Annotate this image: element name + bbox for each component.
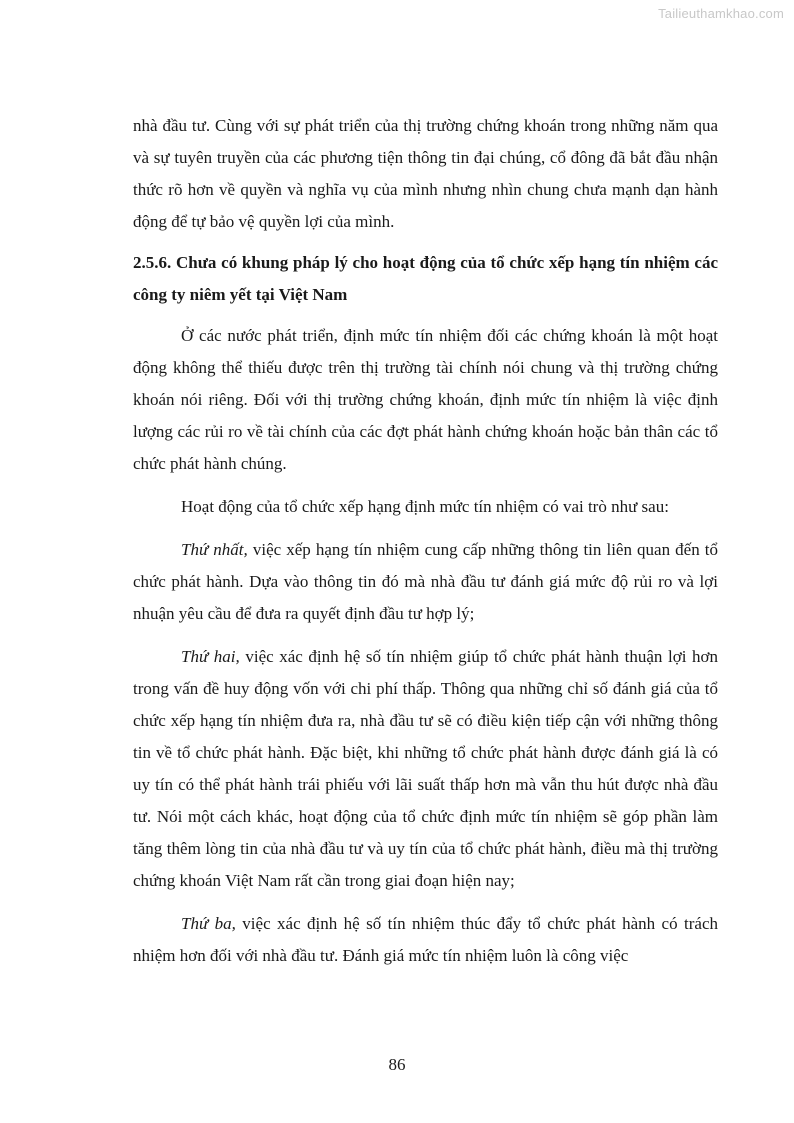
second-role-lead: Thứ hai, <box>181 647 240 666</box>
paragraph-second-role <box>133 641 718 897</box>
paragraph-credit-rating-intro: Ở các nước phát triển, định mức tín nhiệm đối các chứng khoán là một hoạt động không thể thiếu được trên thị trường tài chính nói chung và thị trường chứng khoán nói riêng. Đối với thị trường chứng khoán, định mức tín nhiệm là việc định lượng các rủi ro về tài chính của các đợt phát hành chứng khoán hoặc bản thân các tổ chức phát hành chúng. <box>133 326 718 473</box>
section-heading: 2.5.6. Chưa có khung pháp lý cho hoạt động của tổ chức xếp hạng tín nhiệm các công ty niêm yết tại Việt Nam <box>133 253 718 304</box>
paragraph-roles-intro: Hoạt động của tổ chức xếp hạng định mức tín nhiệm có vai trò như sau: <box>181 497 669 516</box>
watermark-text: Tailieuthamkhao.com <box>658 6 784 21</box>
third-role-text: việc xác định hệ số tín nhiệm thúc đẩy tổ chức phát hành có trách nhiệm hơn đối với nhà đầu tư. Đánh giá mức tín nhiệm luôn là công việc <box>133 914 718 965</box>
page-number: 86 <box>388 1055 406 1074</box>
second-role-text: việc xác định hệ số tín nhiệm giúp tổ chức phát hành thuận lợi hơn trong vấn đề huy động vốn với chi phí thấp. Thông qua những chỉ số đánh giá của tổ chức xếp hạng tín nhiệm đưa ra, nhà đầu tư sẽ có điều kiện tiếp cận với những thông tin về tổ chức phát hành. Đặc biệt, khi những tổ chức phát hành được đánh giá là có uy tín có thể phát hành trái phiếu với lãi suất thấp hơn mà vẫn thu hút được nhà đầu tư. Nói một cách khác, hoạt động của tổ chức định mức tín nhiệm sẽ góp phần làm tăng thêm lòng tin của nhà đầu tư và uy tín của tổ chức phát hành, điều mà thị trường chứng khoán Việt Nam rất cần trong giai đoạn hiện nay; <box>133 647 718 890</box>
third-role-lead: Thứ ba, <box>181 914 236 933</box>
first-role-lead: Thứ nhất, <box>181 540 248 559</box>
paragraph-first-role <box>133 534 718 630</box>
paragraph-continuation: nhà đầu tư. Cùng với sự phát triển của thị trường chứng khoán trong những năm qua và sự tuyên truyền của các phương tiện thông tin đại chúng, cổ đông đã bắt đầu nhận thức rõ hơn về quyền và nghĩa vụ của mình nhưng nhìn chung chưa mạnh dạn hành động để tự bảo vệ quyền lợi của mình. <box>133 116 718 231</box>
first-role-text: việc xếp hạng tín nhiệm cung cấp những thông tin liên quan đến tổ chức phát hành. Dựa vào thông tin đó mà nhà đầu tư đánh giá mức độ rủi ro và lợi nhuận yêu cầu để đưa ra quyết định đầu tư hợp lý; <box>133 540 718 623</box>
document-body <box>133 110 718 972</box>
paragraph-third-role <box>133 908 718 972</box>
